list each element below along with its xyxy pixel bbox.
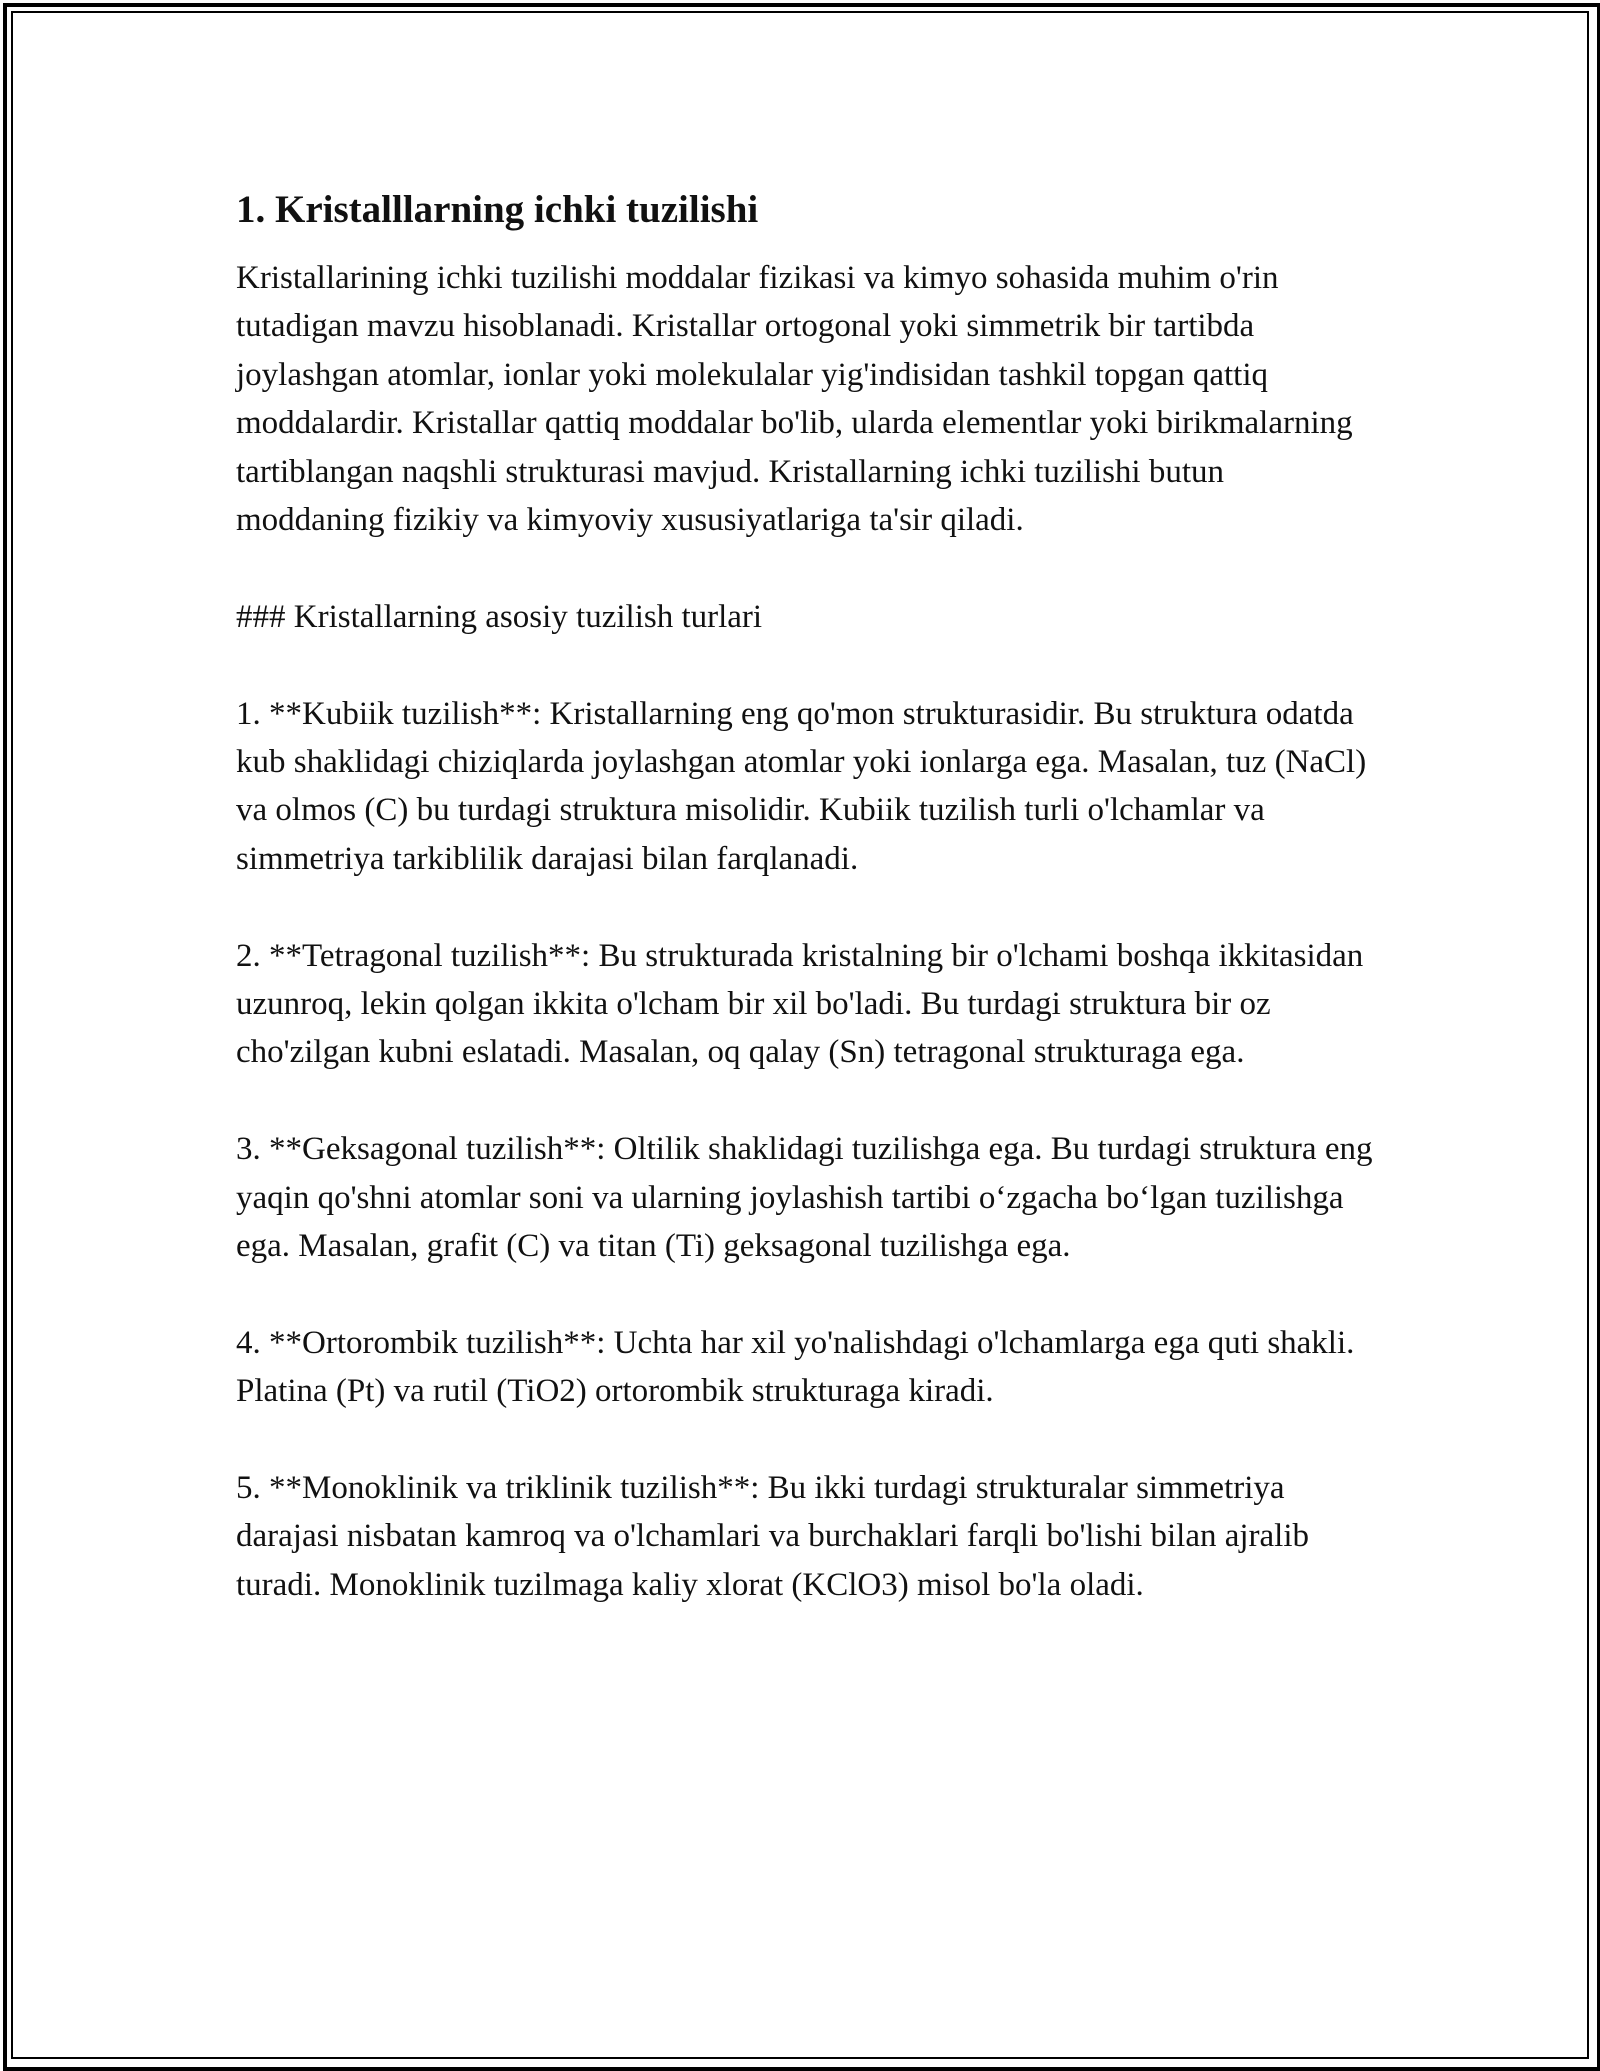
list-item-hexagonal: 3. **Geksagonal tuzilish**: Oltilik shaklidagi tuzilishga ega. Bu turdagi struktura eng yaqin qo'shni atomlar soni va ularning joylashish tartibi o‘zgacha bo‘lgan tuzilishga ega. Masalan, grafit (C) va titan (Ti) geksagonal tuzilishga ega. [236, 1131, 1373, 1265]
list-item-cubic: 1. **Kubiik tuzilish**: Kristallarning eng qo'mon strukturasidir. Bu struktura odatda kub shaklidagi chiziqlarda joylashgan atomlar yoki ionlarga ega. Masalan, tuz (NaCl) va olmos (C) bu turdagi struktura misolidir. Kubiik tuzilish turli o'lchamlar va simmetriya tarkiblilik darajasi bilan farqlanadi. [236, 695, 1367, 877]
document-title: 1. Kristalllarning ichki tuzilishi [236, 188, 759, 231]
section-heading: ### Kristallarning asosiy tuzilish turlari [236, 598, 763, 635]
list-item-tetragonal: 2. **Tetragonal tuzilish**: Bu strukturada kristalning bir o'lchami boshqa ikkitasidan uzunroq, lekin qolgan ikkita o'lcham bir xil bo'ladi. Bu turdagi struktura bir oz cho'zilgan kubni eslatadi. Masalan, oq qalay (Sn) tetragonal strukturaga ega. [236, 937, 1364, 1071]
document-body [236, 186, 1376, 1609]
intro-paragraph: Kristallarining ichki tuzilishi moddalar fizikasi va kimyo sohasida muhim o'rin tutadigan mavzu hisoblanadi. Kristallar ortogonal yoki simmetrik bir tartibda joylashgan atomlar, ionlar yoki molekulalar yig'indisidan tashkil topgan qattiq moddalardir. Kristallar qattiq moddalar bo'lib, ularda elementlar yoki birikmalarning tartiblangan naqshli strukturasi mavjud. Kristallarning ichki tuzilishi butun moddaning fizikiy va kimyoviy xususiyatlariga ta'sir qiladi. [236, 260, 1353, 539]
list-item-monoclinic: 5. **Monoklinik va triklinik tuzilish**: Bu ikki turdagi strukturalar simmetriya darajasi nisbatan kamroq va o'lchamlari va burchaklari farqli bo'lishi bilan ajralib turadi. Monoklinik tuzilmaga kaliy xlorat (KClO3) misol bo'la oladi. [236, 1470, 1310, 1603]
list-item-orthorhombic: 4. **Ortorombik tuzilish**: Uchta har xil yo'nalishdagi o'lchamlarga ega quti shakli. Platina (Pt) va rutil (TiO2) ortorombik strukturaga kiradi. [236, 1324, 1355, 1410]
